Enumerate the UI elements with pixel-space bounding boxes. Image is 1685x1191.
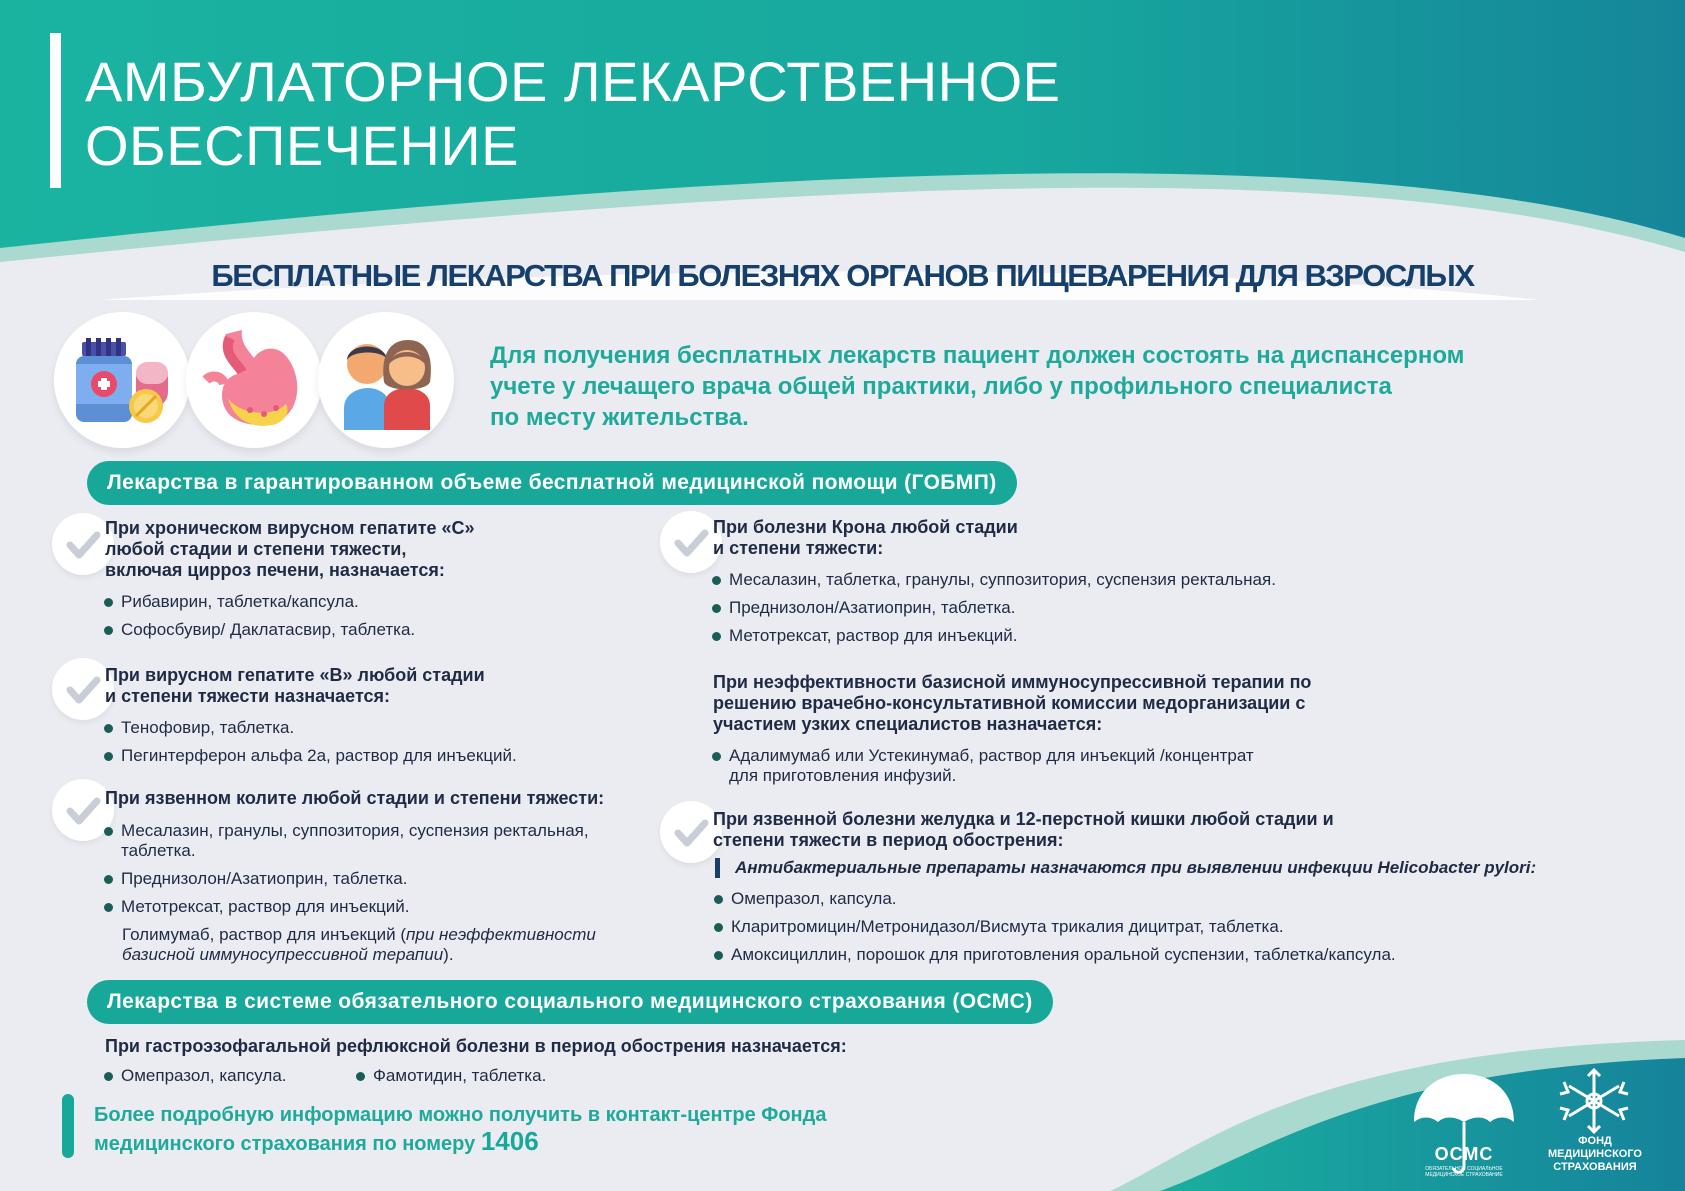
list-item	[712, 746, 1332, 786]
footer-line-2	[94, 1128, 994, 1157]
osms-section-label: Лекарства в системе обязательного социального медицинского страхования (ОСМС)	[87, 980, 1053, 1024]
ulcer-heading-line: При язвенной болезни желудка и 12-перстной кишки любой стадии и	[713, 809, 1334, 829]
list-item: Месалазин, таблетка, гранулы, суппозитория, суспензия ректальная.	[712, 570, 1276, 590]
colitis-heading: При язвенном колите любой стадии и степени тяжести:	[105, 788, 605, 808]
note-end: ).	[443, 945, 454, 964]
osms-logo-subtext: ОБЯЗАТЕЛЬНОЕ СОЦИАЛЬНОЕ МЕДИЦИНСКОЕ СТРАХОВАНИЕ	[1425, 1166, 1503, 1178]
footer-info	[94, 1102, 994, 1157]
list-item: Пегинтерферон альфа 2а, раствор для инъекций.	[104, 746, 517, 766]
list-item: Метотрексат, раствор для инъекций.	[712, 626, 1017, 646]
list-item: Амоксициллин, порошок для приготовления оральной суспензии, таблетка/капсула.	[714, 945, 1396, 965]
fund-logo-line: ФОНД	[1578, 1135, 1612, 1147]
crohn-refractory-line: решению врачебно-консультативной комиссии медорганизации с	[713, 693, 1306, 713]
golimumab-note	[122, 925, 662, 965]
stomach-icon	[186, 312, 322, 448]
ulcer-heading	[713, 809, 1613, 851]
intro-line-1: Для получения бесплатных лекарств пациент должен состоять на диспансерном	[490, 342, 1465, 369]
footer-line-1: Более подробную информацию можно получить в контакт-центре Фонда	[94, 1104, 827, 1126]
list-item: Софосбувир/ Даклатасвир, таблетка.	[104, 620, 415, 640]
page-title	[85, 50, 1285, 178]
hep-c-heading-line: При хроническом вирусном гепатите «С»	[105, 518, 475, 538]
patients-icon	[318, 312, 454, 448]
ulcer-heading-line: степени тяжести в период обострения:	[713, 830, 1064, 850]
intro-text	[490, 340, 1610, 433]
crohn-heading-line: и степени тяжести:	[713, 538, 884, 558]
crohn-heading-line: При болезни Крона любой стадии	[713, 517, 1018, 537]
crohn-refractory-line: При неэффективности базисной иммуносупрессивной терапии по	[713, 672, 1312, 692]
title-line-1: АМБУЛАТОРНОЕ ЛЕКАРСТВЕННОЕ	[85, 50, 1061, 113]
title-line-2: ОБЕСПЕЧЕНИЕ	[85, 114, 519, 177]
list-item-line: для приготовления инфузий.	[729, 766, 957, 785]
hep-c-heading	[105, 518, 625, 581]
hep-c-heading-line: любой стадии и степени тяжести,	[105, 539, 407, 559]
crohn-refractory-line: участием узких специалистов назначается:	[713, 714, 1103, 734]
intro-line-3: по месту жительства.	[490, 404, 749, 431]
list-item: Кларитромицин/Метронидазол/Висмута трикалия дицитрат, таблетка.	[714, 917, 1284, 937]
note-italic: базисной иммуносупрессивной терапии	[122, 945, 444, 964]
list-item-line: таблетка.	[121, 841, 196, 860]
footer-line-2-text: медицинского страхования по номеру	[94, 1133, 476, 1155]
list-item: Преднизолон/Азатиоприн, таблетка.	[712, 598, 1015, 618]
osms-logo-text: ОСМС	[1434, 1144, 1494, 1164]
hep-b-heading-line: При вирусном гепатите «В» любой стадии	[105, 665, 485, 685]
crohn-heading	[713, 517, 1233, 559]
list-item: Метотрексат, раствор для инъекций.	[104, 897, 409, 917]
crohn-refractory-heading	[713, 672, 1413, 735]
title-accent-bar	[50, 33, 61, 188]
helicobacter-note: Антибактериальные препараты назначаются при выявлении инфекции Helicobacter pylori:	[715, 858, 1635, 878]
list-item-line: Месалазин, гранулы, суппозитория, суспензия ректальная,	[121, 821, 589, 840]
fund-logo-line: МЕДИЦИНСКОГО	[1548, 1148, 1642, 1160]
medicine-icon	[54, 312, 190, 448]
hep-c-heading-line: включая цирроз печени, назначается:	[105, 560, 445, 580]
gobmp-section-label: Лекарства в гарантированном объеме бесплатной медицинской помощи (ГОБМП)	[87, 461, 1017, 505]
fund-logo-line: СТРАХОВАНИЯ	[1553, 1161, 1637, 1173]
list-item: Тенофовир, таблетка.	[104, 718, 294, 738]
footer-accent-bar	[62, 1094, 74, 1158]
list-item	[104, 821, 644, 861]
fund-logo-text	[1530, 1135, 1660, 1174]
note-line	[122, 925, 662, 945]
list-item-line: Адалимумаб или Устекинумаб, раствор для инъекций /концентрат	[729, 746, 1254, 765]
intro-line-2: учете у лечащего врача общей практики, либо у профильного специалиста	[490, 373, 1392, 400]
list-item: Омепразол, капсула.	[104, 1066, 287, 1086]
list-item: Фамотидин, таблетка.	[356, 1066, 546, 1086]
page-subtitle: БЕСПЛАТНЫЕ ЛЕКАРСТВА ПРИ БОЛЕЗНЯХ ОРГАНОВ ПИЩЕВАРЕНИЯ ДЛЯ ВЗРОСЛЫХ	[211, 258, 1474, 293]
list-item: Омепразол, капсула.	[714, 889, 897, 909]
note-line	[122, 945, 662, 965]
list-item: Преднизолон/Азатиоприн, таблетка.	[104, 869, 407, 889]
list-item: Рибавирин, таблетка/капсула.	[104, 592, 359, 612]
note-text: Голимумаб, раствор для инъекций (	[122, 925, 407, 944]
note-italic: при неэффективности	[406, 925, 596, 944]
gerd-heading: При гастроэзофагальной рефлюксной болезни в период обострения назначается:	[105, 1036, 847, 1056]
hep-b-heading-line: и степени тяжести назначается:	[105, 686, 391, 706]
hep-b-heading	[105, 665, 625, 707]
contact-number: 1406	[480, 1126, 539, 1156]
